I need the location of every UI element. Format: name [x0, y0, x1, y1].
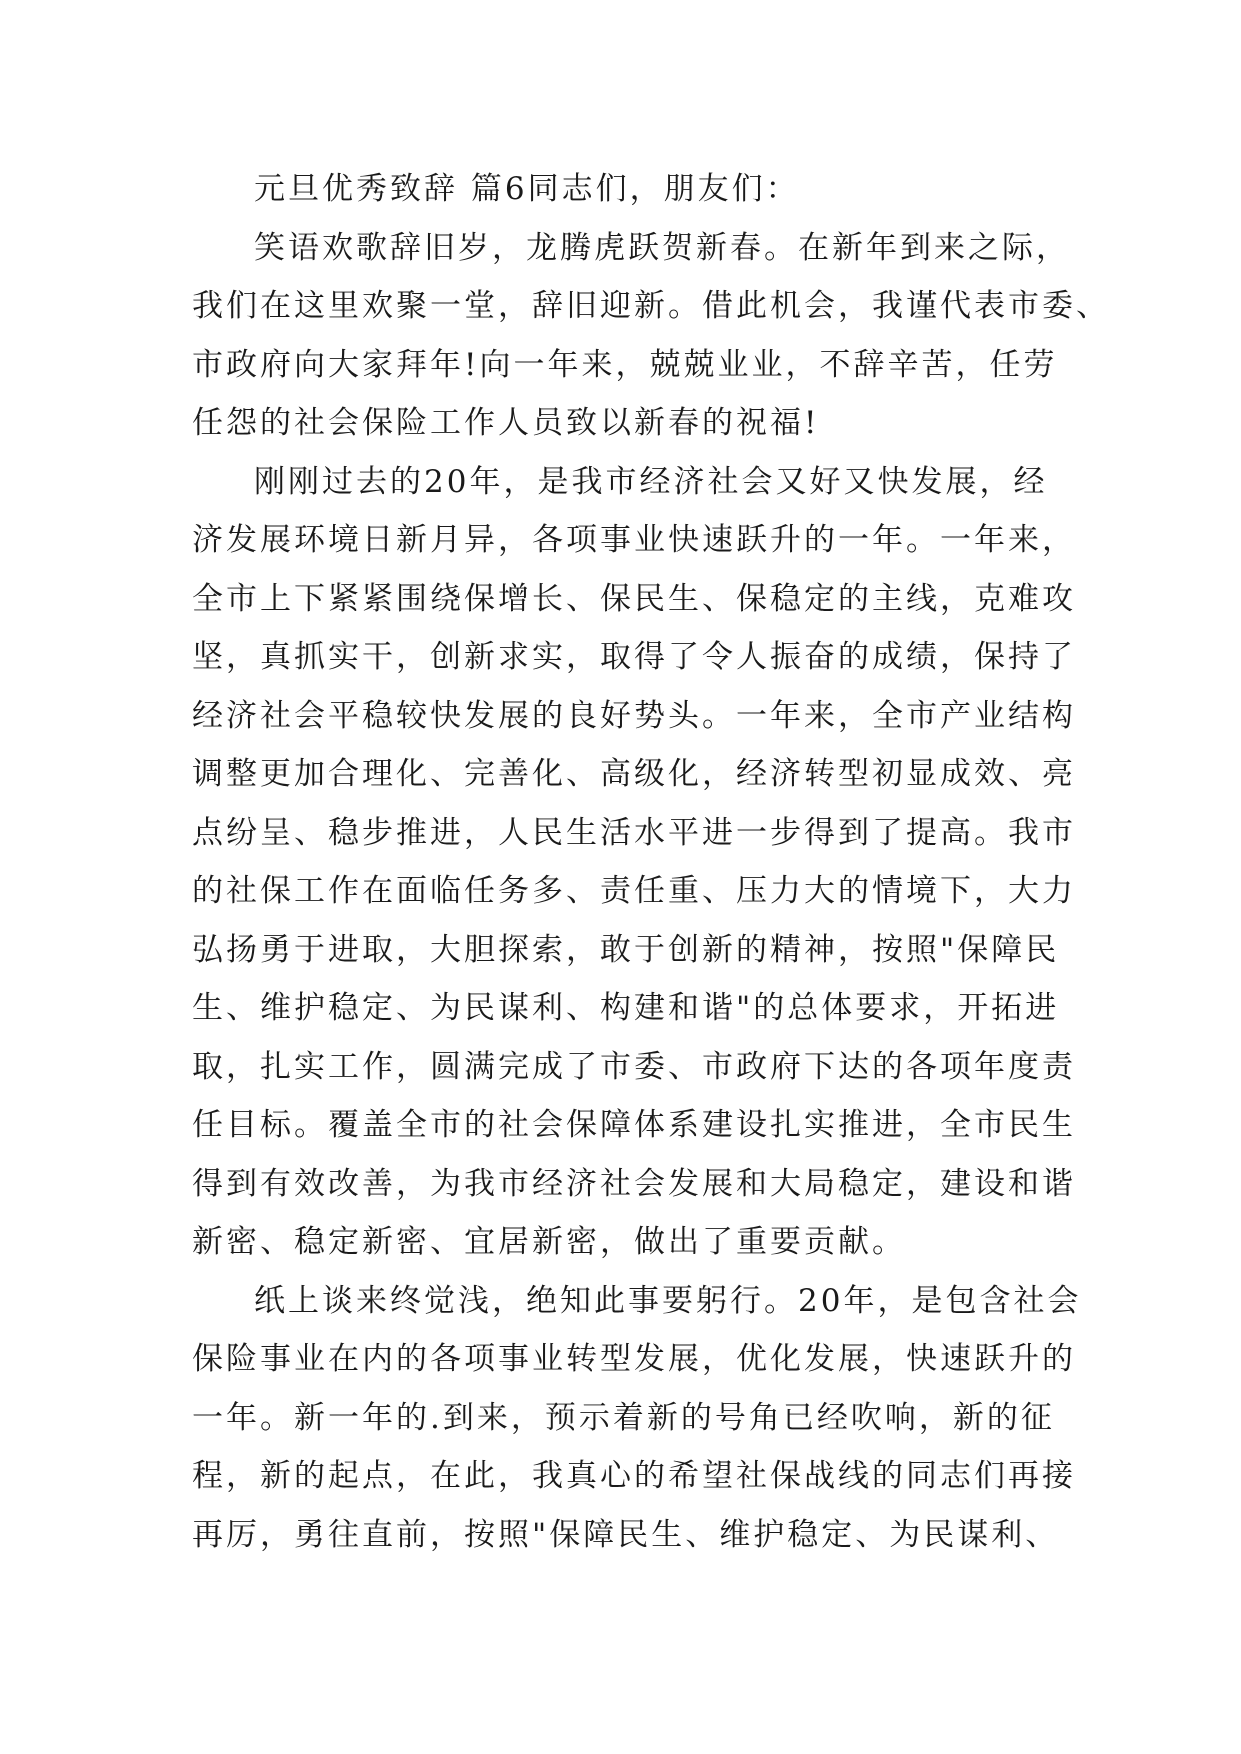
- paragraph-3-line: 弘扬勇于进取，大胆探索，敢于创新的精神，按照"保障民: [192, 931, 1060, 968]
- paragraph-4-line: 再厉，勇往直前，按照"保障民生、维护稳定、为民谋利、: [192, 1516, 1060, 1553]
- paragraph-3-line: 坚，真抓实干，创新求实，取得了令人振奋的成绩，保持了: [192, 639, 1076, 675]
- paragraph-1-title-line: 元旦优秀致辞 篇6同志们，朋友们：: [254, 171, 800, 207]
- paragraph-2-line: 市政府向大家拜年!向一年来，兢兢业业，不辞辛苦，任劳: [192, 346, 1058, 383]
- paragraph-3-line: 取，扎实工作，圆满完成了市委、市政府下达的各项年度责: [192, 1048, 1076, 1085]
- paragraph-2-line: 笑语欢歌辞旧岁，龙腾虎跃贺新春。在新年到来之际，: [254, 229, 1070, 266]
- paragraph-3-line: 全市上下紧紧围绕保增长、保民生、保稳定的主线，克难攻: [192, 580, 1076, 617]
- paragraph-3-line: 任目标。覆盖全市的社会保障体系建设扎实推进，全市民生: [192, 1107, 1076, 1143]
- paragraph-3-line: 点纷呈、稳步推进，人民生活水平进一步得到了提高。我市: [192, 814, 1076, 851]
- paragraph-3-line: 济发展环境日新月异，各项事业快速跃升的一年。一年来，: [192, 522, 1076, 558]
- paragraph-2-line: 我们在这里欢聚一堂，辞旧迎新。借此机会，我谨代表市委、: [192, 288, 1110, 324]
- paragraph-3-line: 经济社会平稳较快发展的良好势头。一年来，全市产业结构: [192, 697, 1076, 734]
- paragraph-3-line: 调整更加合理化、完善化、高级化，经济转型初显成效、亮: [192, 756, 1076, 792]
- paragraph-3-line: 新密、稳定新密、宜居新密，做出了重要贡献。: [192, 1224, 906, 1260]
- paragraph-3-line: 刚刚过去的20年，是我市经济社会又好又快发展，经: [254, 463, 1048, 500]
- paragraph-4-line: 一年。新一年的.到来，预示着新的号角已经吹响，新的征: [192, 1399, 1055, 1436]
- document-body: [192, 160, 1110, 1564]
- paragraph-3-line: 得到有效改善，为我市经济社会发展和大局稳定，建设和谐: [192, 1165, 1076, 1202]
- paragraph-4-line: 保险事业在内的各项事业转型发展，优化发展，快速跃升的: [192, 1341, 1076, 1377]
- paragraph-3-line: 生、维护稳定、为民谋利、构建和谐"的总体要求，开拓进: [192, 990, 1060, 1026]
- paragraph-3-line: 的社保工作在面临任务多、责任重、压力大的情境下，大力: [192, 873, 1076, 909]
- paragraph-4-line: 纸上谈来终觉浅，绝知此事要躬行。20年，是包含社会: [254, 1282, 1082, 1319]
- paragraph-2-line: 任怨的社会保险工作人员致以新春的祝福!: [192, 405, 820, 441]
- paragraph-4-line: 程，新的起点，在此，我真心的希望社保战线的同志们再接: [192, 1458, 1076, 1494]
